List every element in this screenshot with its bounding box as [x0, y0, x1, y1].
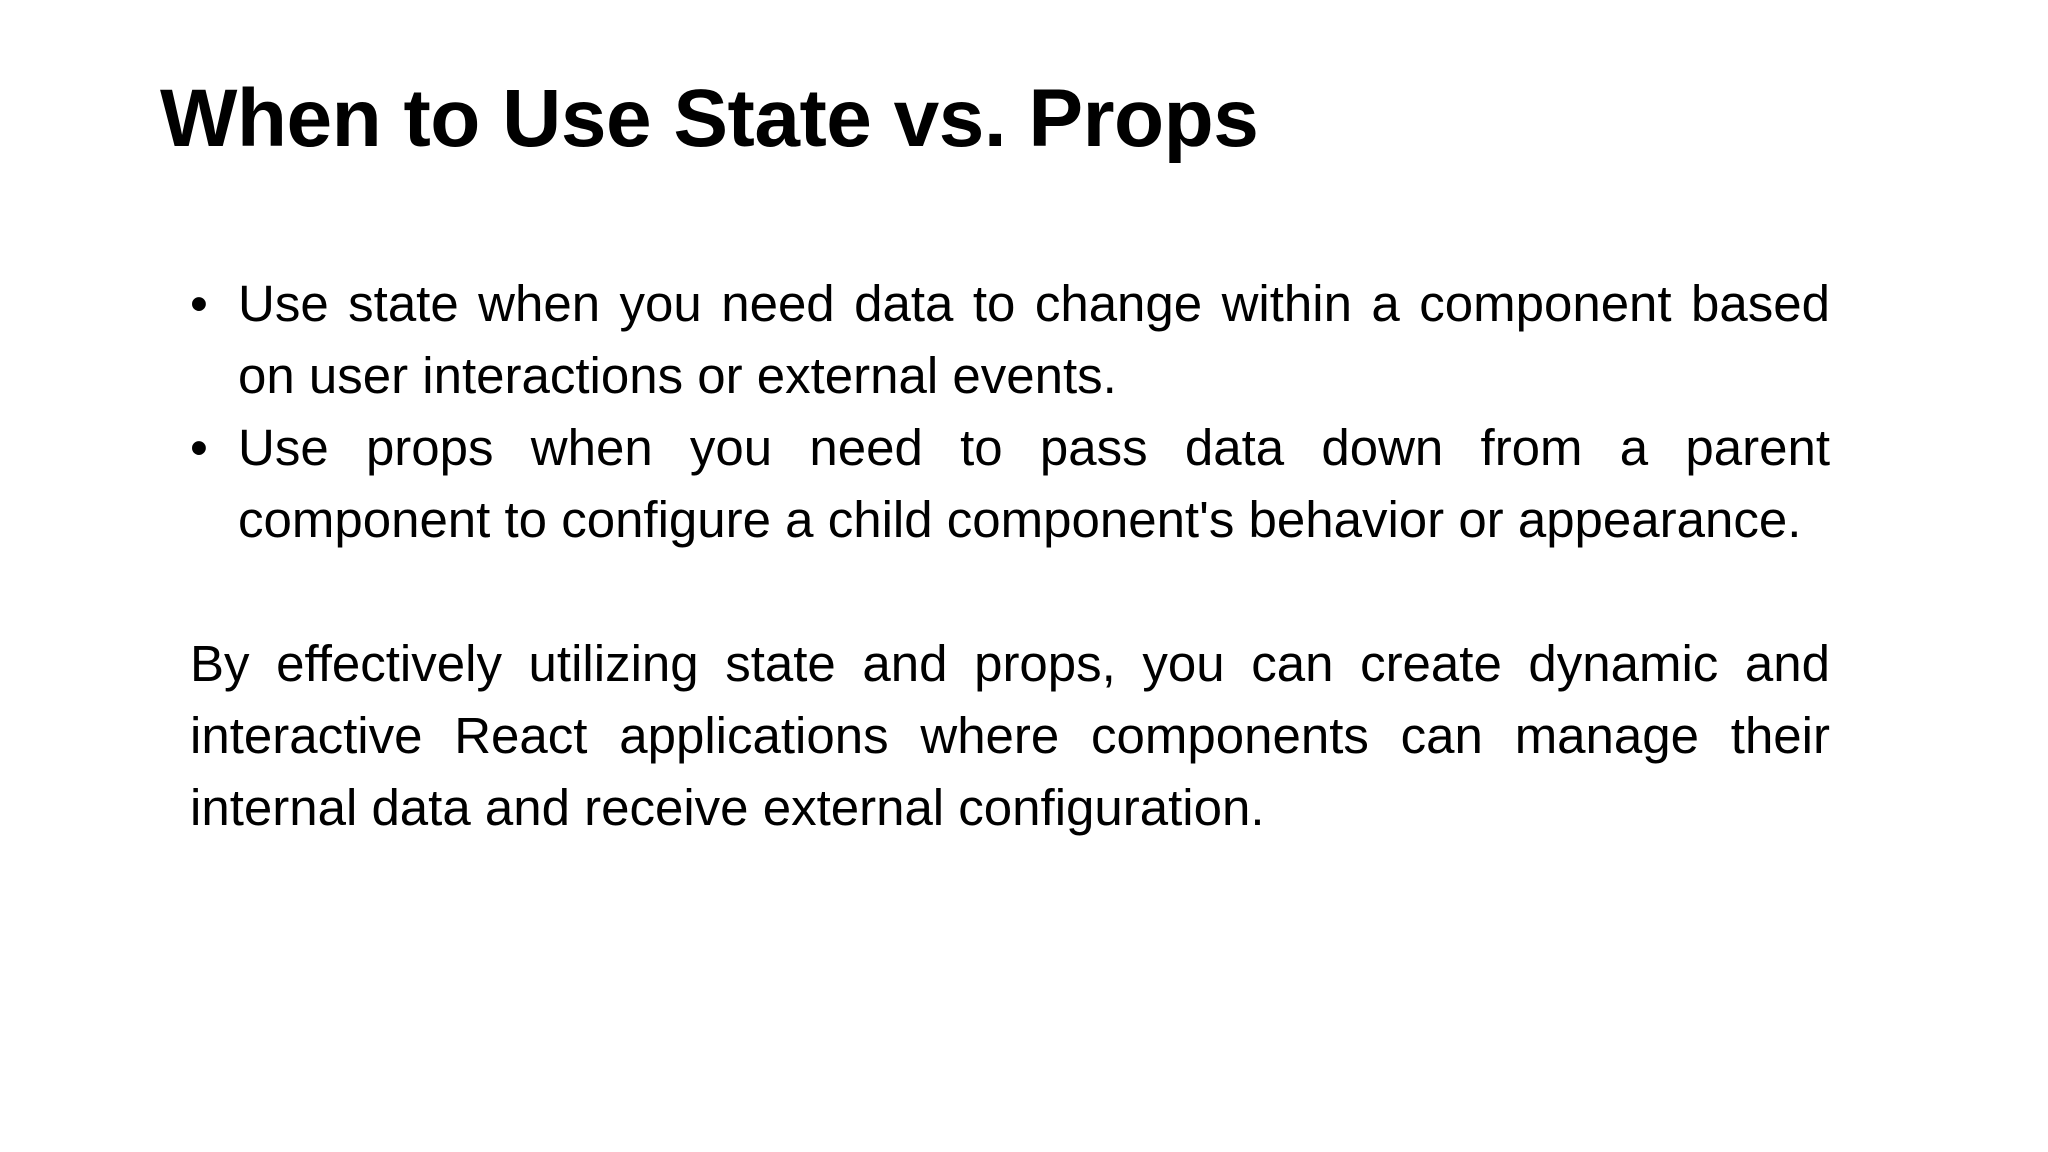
bullet-item-state: [190, 268, 1830, 412]
summary-paragraph: By effectively utilizing state and props, you can create dynamic and interactive React applications where components can manage their internal data and receive external configuration.: [190, 635, 1830, 836]
bullet-dot-icon: •: [190, 419, 208, 476]
bullet-text: Use props when you need to pass data down from a parent component to configure a child component's behavior or appearance.: [238, 419, 1830, 548]
bullet-dot-icon: •: [190, 275, 208, 332]
slide-title: When to Use State vs. Props: [160, 73, 1259, 164]
slide-body: [190, 268, 1830, 844]
bullet-text: Use state when you need data to change within a component based on user interactions or external events.: [238, 275, 1830, 404]
bullet-list: [190, 268, 1830, 556]
bullet-item-props: [190, 412, 1830, 556]
